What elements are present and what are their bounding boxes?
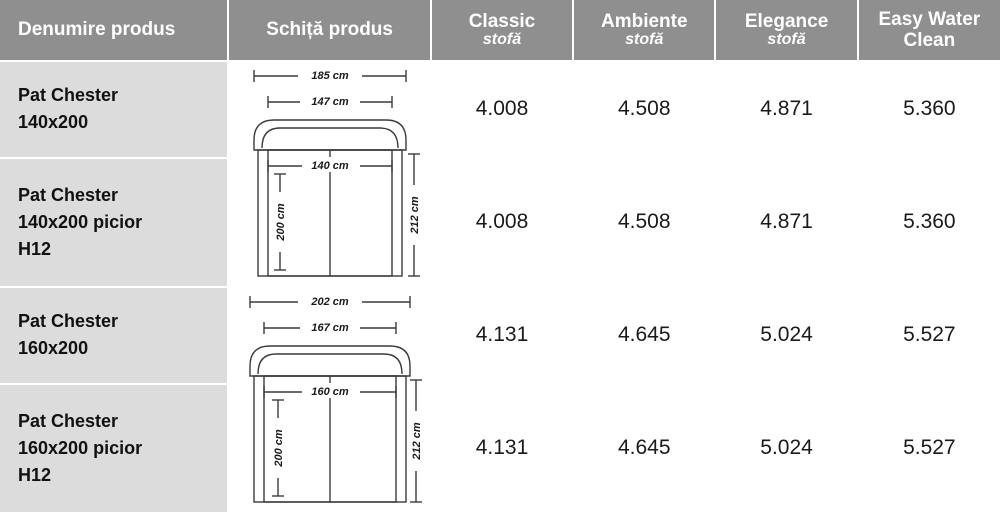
dim-total-length: 212 cm	[410, 422, 423, 460]
product-name-line: H12	[18, 238, 52, 259]
dim-total-length: 212 cm	[408, 196, 421, 234]
header-label: Classic	[468, 10, 536, 32]
product-name-cell	[0, 158, 228, 287]
product-name-line: Pat Chester	[18, 410, 119, 431]
bed-sketch-140	[232, 62, 428, 286]
price-elegance: 5.024	[715, 384, 857, 513]
table-header	[0, 0, 1000, 61]
table-row	[0, 61, 1000, 158]
product-name-cell	[0, 287, 228, 384]
bed-diagram-icon	[232, 62, 428, 286]
price-easy-water-clean: 5.527	[858, 287, 1000, 384]
header-sublabel: stofă	[767, 31, 806, 49]
table-row	[0, 287, 1000, 384]
header-schita-produs	[228, 0, 430, 61]
product-name-line: 140x200	[18, 112, 89, 133]
dim-mattress-length: 200 cm	[274, 203, 287, 241]
product-name-line: 160x200	[18, 338, 89, 359]
header-easy-water-clean	[858, 0, 1000, 61]
table-row	[0, 384, 1000, 513]
header-label: Ambiente	[600, 10, 688, 32]
header-ambiente	[573, 0, 715, 61]
product-name-line: Pat Chester	[18, 311, 119, 332]
price-classic: 4.008	[431, 158, 573, 287]
header-label: Elegance	[744, 10, 829, 32]
price-ambiente: 4.645	[573, 287, 715, 384]
dim-mattress-width: 160 cm	[310, 386, 349, 398]
price-ambiente: 4.508	[573, 158, 715, 287]
price-easy-water-clean: 5.360	[858, 158, 1000, 287]
header-label: Schiță produs	[266, 19, 393, 41]
table-row	[0, 158, 1000, 287]
price-elegance: 4.871	[715, 61, 857, 158]
table-body	[0, 61, 1000, 513]
product-name-line: 140x200 picior	[18, 211, 143, 232]
bed-diagram-icon	[232, 288, 428, 512]
price-elegance: 5.024	[715, 287, 857, 384]
price-easy-water-clean: 5.360	[858, 61, 1000, 158]
price-classic: 4.131	[431, 384, 573, 513]
product-name-cell	[0, 384, 228, 513]
price-easy-water-clean: 5.527	[858, 384, 1000, 513]
bed-sketch-160	[232, 288, 428, 512]
dim-top-width: 202 cm	[310, 296, 349, 308]
dim-mattress-length: 200 cm	[272, 429, 285, 467]
price-elegance: 4.871	[715, 158, 857, 287]
price-classic: 4.131	[431, 287, 573, 384]
product-sketch-cell	[228, 61, 430, 287]
dim-inner-width: 167 cm	[310, 322, 349, 334]
product-name-line: Pat Chester	[18, 184, 119, 205]
header-label: Denumire produs	[18, 19, 176, 41]
dim-top-width: 185 cm	[310, 70, 349, 82]
header-row	[0, 0, 1000, 61]
dim-mattress-width: 140 cm	[310, 160, 349, 172]
price-ambiente: 4.508	[573, 61, 715, 158]
header-label: Easy Water Clean	[878, 8, 981, 51]
product-sketch-cell	[228, 287, 430, 513]
header-classic	[431, 0, 573, 61]
price-ambiente: 4.645	[573, 384, 715, 513]
header-sublabel: stofă	[625, 31, 664, 49]
header-sublabel: stofă	[482, 31, 522, 49]
product-name-cell	[0, 61, 228, 158]
price-classic: 4.008	[431, 61, 573, 158]
dim-inner-width: 147 cm	[310, 96, 349, 108]
header-elegance	[715, 0, 857, 61]
product-name-line: Pat Chester	[18, 85, 119, 106]
product-name-line: 160x200 picior	[18, 437, 143, 458]
product-name-line: H12	[18, 464, 52, 485]
header-denumire-produs	[0, 0, 228, 61]
